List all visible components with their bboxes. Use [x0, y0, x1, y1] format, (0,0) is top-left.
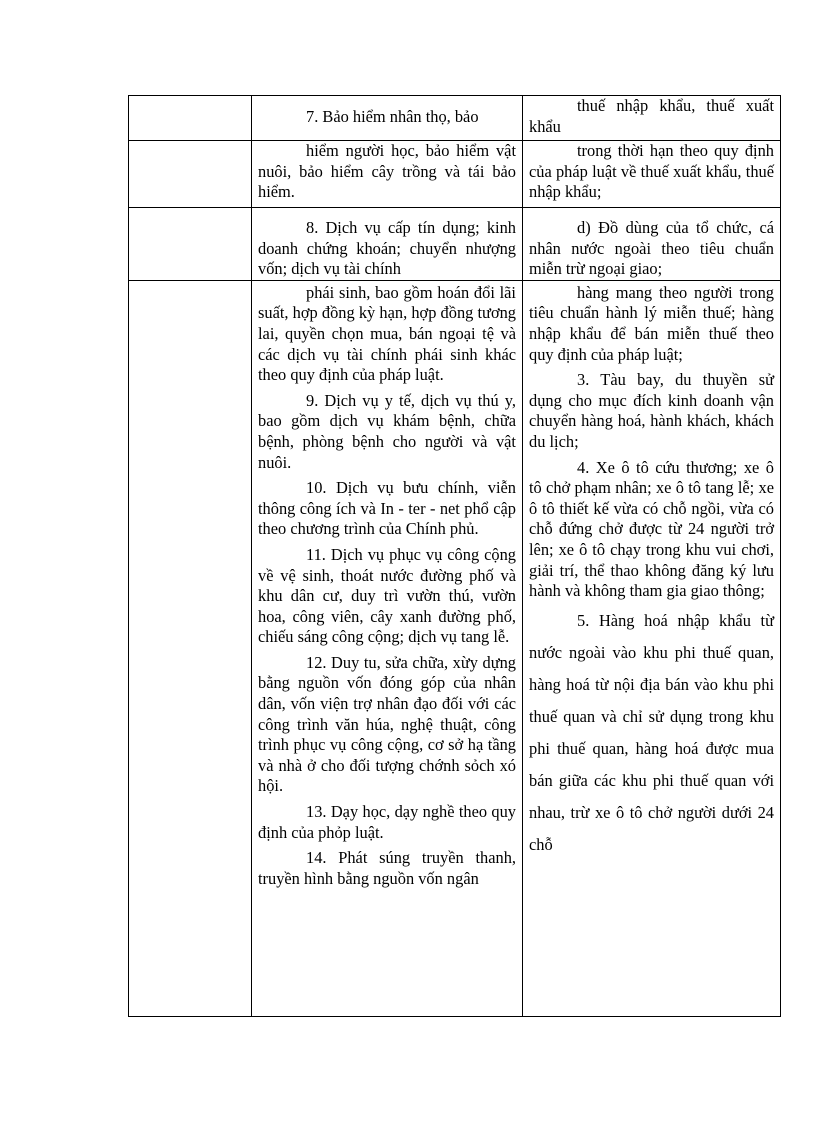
paragraph: 8. Dịch vụ cấp tín dụng; kinh doanh chứng khoán; chuyển nhượng vốn; dịch vụ tài chính	[258, 218, 516, 279]
table-cell	[523, 208, 781, 281]
paragraph: 5. Hàng hoá nhập khẩu từ nước ngoài vào khu phi thuế quan, hàng hoá từ nội địa bán vào khu phi thuế quan và chỉ sử dụng trong khu phi thuế quan, hàng hoá được mua bán giữa các khu phi thuế quan với nhau, trừ xe ô tô chở người dưới 24 chỗ	[529, 610, 774, 854]
paragraph: 12. Duy tu, sửa chữa, xừy dựng bằng nguồn vốn đóng góp của nhân dân, vốn viện trợ nhân đạo đối với các công trình văn húa, nghệ thuật, công trình phục vụ công cộng, cơ sở hạ tầng và nhà ở cho đối tượng chớnh sỏch xó hội.	[258, 652, 516, 796]
table-cell-empty	[129, 280, 252, 1016]
paragraph: 3. Tàu bay, du thuyền sử dụng cho mục đích kinh doanh vận chuyển hàng hoá, hành khách, khách du lịch;	[529, 370, 774, 451]
table-cell	[252, 208, 523, 281]
paragraph: 11. Dịch vụ phục vụ công cộng về vệ sinh, thoát nước đường phố và khu dân cư, duy trì vườn thú, vườn hoa, công viên, cây xanh đường phố, chiếu sáng công cộng; dịch vụ tang lễ.	[258, 544, 516, 647]
table-row	[129, 141, 781, 208]
paragraph: 9. Dịch vụ y tế, dịch vụ thú y, bao gồm dịch vụ khám bệnh, chữa bệnh, phòng bệnh cho người và vật nuôi.	[258, 390, 516, 472]
table-cell	[523, 280, 781, 1016]
paragraph: d) Đồ dùng của tổ chức, cá nhân nước ngoài theo tiêu chuẩn miễn trừ ngoại giao;	[529, 218, 774, 279]
table-cell	[252, 280, 523, 1016]
table-row	[129, 208, 781, 281]
paragraph: 14. Phát súng truyền thanh, truyền hình bằng nguồn vốn ngân	[258, 848, 516, 888]
paragraph: hiểm người học, bảo hiểm vật nuôi, bảo hiểm cây trồng và tái bảo hiểm.	[258, 141, 516, 202]
table-cell	[252, 141, 523, 208]
paragraph: hàng mang theo người trong tiêu chuẩn hành lý miễn thuế; hàng nhập khẩu để bán miễn thuế theo quy định của pháp luật;	[529, 282, 774, 364]
table-cell	[523, 141, 781, 208]
paragraph: phái sinh, bao gồm hoán đổi lãi suất, hợp đồng kỳ hạn, hợp đồng tương lai, quyền chọn mua, bán ngoại tệ và các dịch vụ tài chính phái sinh khác theo quy định của pháp luật.	[258, 282, 516, 385]
paragraph: 4. Xe ô tô cứu thương; xe ô tô chở phạm nhân; xe ô tô tang lễ; xe ô tô thiết kế vừa có chỗ ngồi, vừa có chỗ đứng chở được từ 24 người trở lên; xe ô tô chạy trong khu vui chơi, giải trí, thể thao không đăng ký lưu hành và không tham gia giao thông;	[529, 457, 774, 601]
table-cell	[252, 96, 523, 141]
table-row	[129, 280, 781, 1016]
paragraph: thuế nhập khẩu, thuế xuất khẩu	[529, 96, 774, 136]
table-cell-empty	[129, 208, 252, 281]
paragraph: 13. Dạy học, dạy nghề theo quy định của phỏp luật.	[258, 802, 516, 842]
table-cell-empty	[129, 141, 252, 208]
paragraph: trong thời hạn theo quy định của pháp luật về thuế xuất khẩu, thuế nhập khẩu;	[529, 141, 774, 202]
table-row	[129, 96, 781, 141]
paragraph: 10. Dịch vụ bưu chính, viễn thông công ích và In - ter - net phổ cập theo chương trình của Chính phủ.	[258, 478, 516, 539]
table-cell-empty	[129, 96, 252, 141]
paragraph: 7. Bảo hiểm nhân thọ, bảo	[306, 107, 479, 126]
table-cell	[523, 96, 781, 141]
document-table	[128, 95, 781, 1017]
